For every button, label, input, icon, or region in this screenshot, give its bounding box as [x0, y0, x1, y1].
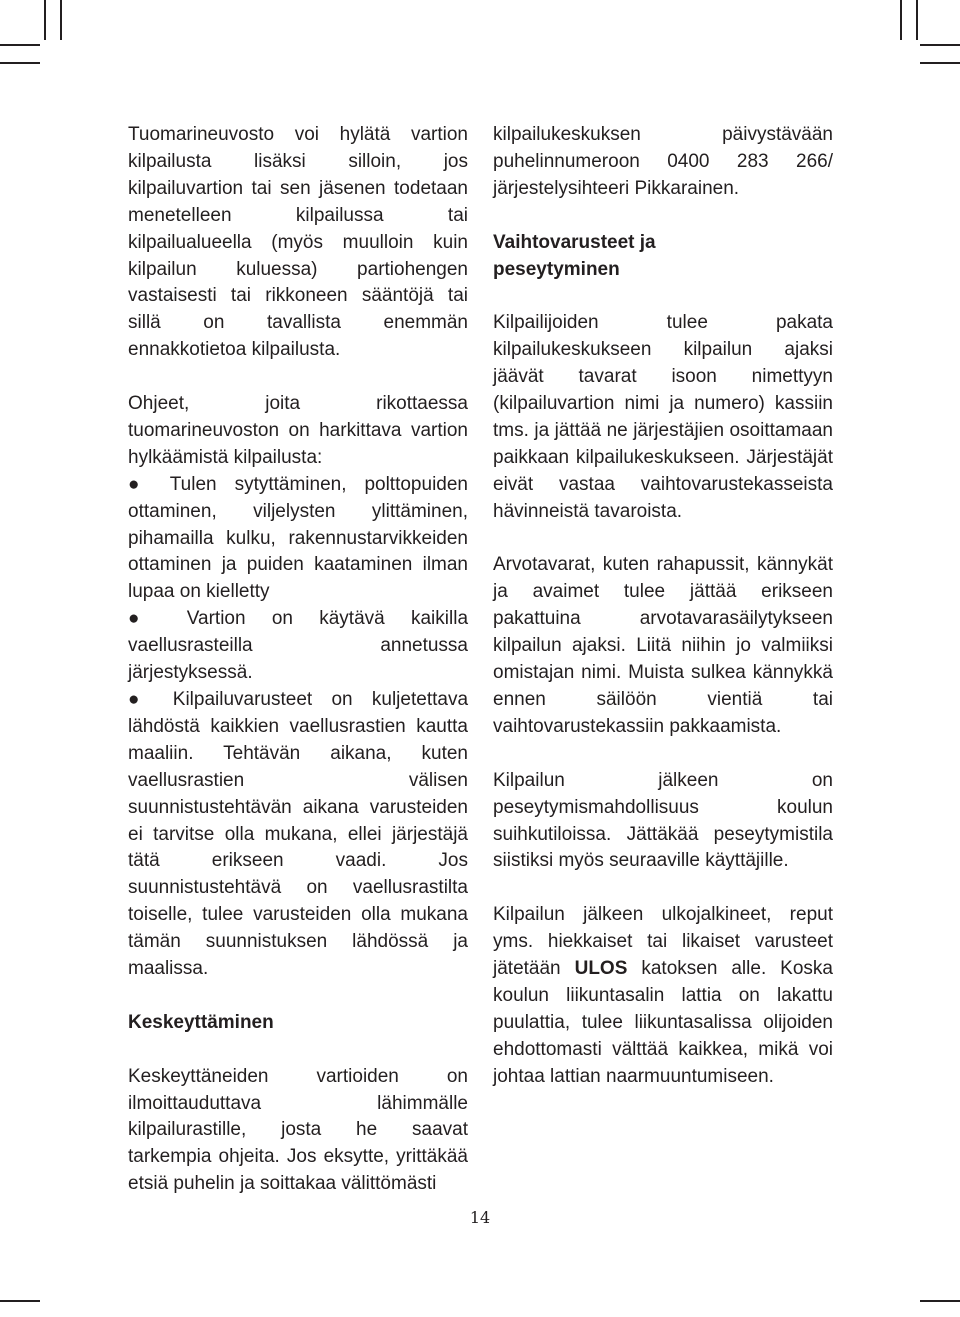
bullet-item-checkpoints	[128, 606, 468, 687]
paragraph-disqualification: Tuomarineuvosto voi hylätä vartion kilpailusta lisäksi silloin, jos kilpailuvartion tai sen jäsenen todetaan menetelleen kilpailussa tai kilpailualueella (myös muulloin kuin kilpailun kuluessa) partiohengen vastaisesti tai rikkoneen sääntöjä tai sillä on tavallista enemmän ennakkotietoa kilpailusta.	[128, 124, 468, 361]
bullet-item-equipment	[128, 687, 468, 983]
crop-mark-top-right-v2	[916, 0, 918, 40]
paragraph-keskeyttaminen: Keskeyttäneiden vartioiden on ilmoittauduttava lähimmälle kilpailurastille, josta he saavat tarkempia ohjeita. Jos eksytte, yrittäkää etsiä puhelin ja soittakaa välittömästi	[128, 1065, 468, 1195]
crop-mark-top-right-h	[920, 44, 960, 46]
crop-mark-top-right-h2	[920, 62, 960, 64]
right-column	[493, 122, 833, 1091]
heading-keskeyttaminen: Keskeyttäminen	[128, 1011, 274, 1033]
page-number: 14	[469, 1208, 491, 1227]
crop-mark-top-left-v2	[60, 0, 62, 40]
crop-mark-bottom-left-h	[0, 1300, 40, 1302]
bullet-icon: ●	[128, 473, 153, 495]
ulko-text-after: katoksen alle. Koska koulun liikuntasalin lattia on lakattu puulattia, tulee liikuntasalissa olijoiden ehdottomasti välttää kaikkea, mikä voi johtaa lattian naarmuuntumiseen.	[493, 958, 833, 1087]
bullet-item-fire	[128, 472, 468, 607]
ulko-text-before: Kilpailun jälkeen ulkojalkineet, reput yms. hiekkaiset tai likaiset varusteet jätetään	[493, 904, 833, 980]
paragraph-rules-intro: Ohjeet, joita rikottaessa tuomarineuvoston on harkittava vartion hylkäämistä kilpailusta:	[128, 393, 468, 468]
crop-mark-bottom-right-h	[920, 1300, 960, 1302]
crop-mark-top-right-v	[900, 0, 902, 40]
heading-vaihtovarusteet: Vaihtovarusteet ja peseytyminen	[493, 231, 656, 280]
paragraph-ulkojalkineet	[493, 902, 833, 1090]
bullet-text: Kilpailuvarusteet on kuljetettava lähdöstä kaikkien vaellusrastien kautta maaliin. Tehtävän aikana, kuten vaellusrastien välisen suunnistustehtävän aikana varusteiden ei tarvitse olla mukana, ellei järjestäjä tätä erikseen vaadi. Jos suunnistustehtävä on vaellusrastilta toiselle, tulee varusteiden olla mukana tämän suunnistuksen lähdössä ja maalissa.	[128, 689, 469, 980]
bullet-text: Tulen sytyttäminen, polttopuiden ottaminen, viljelysten ylittäminen, pihamailla kulku, rakennustarvikkeiden ottaminen ja puiden kaataminen ilman lupaa on kielletty	[128, 473, 468, 603]
ulos-emphasis: ULOS	[574, 958, 628, 980]
bullet-icon: ●	[128, 689, 154, 711]
left-column	[128, 122, 468, 1198]
paragraph-peseytyminen: Kilpailun jälkeen on peseytymismahdollisuus koulun suihkutiloissa. Jättäkää peseytymistila siistiksi myös seuraaville käyttäjille.	[493, 769, 833, 872]
bullet-icon: ●	[128, 608, 161, 630]
paragraph-arvotavarat: Arvotavarat, kuten rahapussit, kännykät ja avaimet tulee jättää erikseen pakattuina arvotavarasäilytykseen kilpailun ajaksi. Liitä niihin jo valmiiksi omistajan nimi. Muista sulkea kännykkä ennen säilöön vientiä tai vaihtovarustekassiin pakkaamista.	[493, 554, 833, 737]
paragraph-continued: kilpailukeskuksen päivystävään puhelinnumeroon 0400 283 266/ järjestelysihteeri Pikkarainen.	[493, 124, 833, 199]
paragraph-vaihtovarusteet: Kilpailijoiden tulee pakata kilpailukeskukseen kilpailun ajaksi jäävät tavarat isoon nimettyyn (kilpailuvartion nimi ja numero) kassiin tms. ja jättää ne järjestäjien osoittamaan paikkaan kilpailukeskukseen. Järjestäjät eivät vastaa vaihtovarustekasseista hävinneistä tavaroista.	[493, 312, 833, 522]
crop-mark-top-left-v	[44, 0, 46, 40]
crop-mark-top-left-h	[0, 44, 40, 46]
crop-mark-top-left-h2	[0, 62, 40, 64]
bullet-text: Vartion on käytävä kaikilla vaellusrasteilla annetussa järjestyksessä.	[128, 608, 469, 684]
